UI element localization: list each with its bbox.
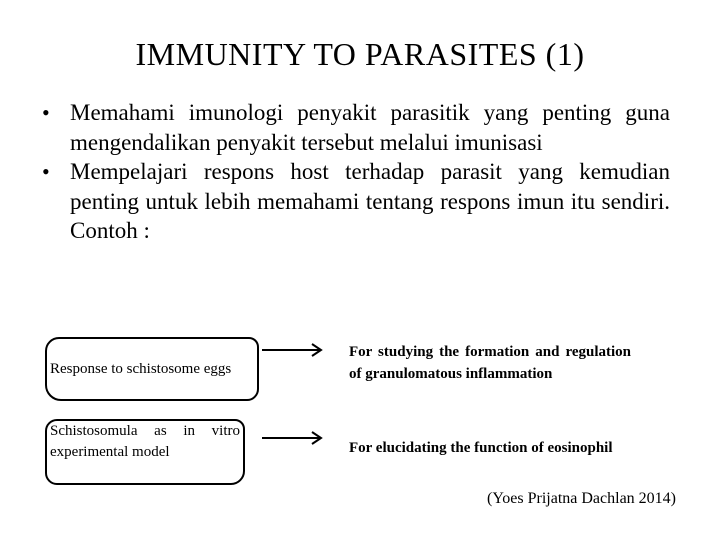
bullet-dot-icon: •	[42, 100, 50, 125]
arrow-right-icon	[262, 430, 324, 446]
bullet-item	[42, 157, 670, 246]
bullet-dot-icon: •	[42, 159, 50, 184]
citation: (Yoes Prijatna Dachlan 2014)	[487, 490, 677, 507]
arrow-right-icon	[262, 342, 324, 358]
bullet-item	[42, 98, 670, 157]
example-box-text: Schistosomula as in vitro experimental model	[50, 423, 240, 460]
example-box	[45, 419, 245, 485]
bullet-text: Mempelajari respons host terhadap parasit yang kemudian penting untuk lebih memahami tentang respons imun itu sendiri. Contoh :	[70, 159, 670, 243]
bullet-text: Memahami imunologi penyakit parasitik yang penting guna mengendalikan penyakit tersebut melalui imunisasi	[70, 100, 670, 155]
slide-title: IMMUNITY TO PARASITES (1)	[135, 36, 585, 72]
bullet-list	[42, 98, 670, 246]
example-description: For studying the formation and regulation of granulomatous inflammation	[349, 344, 631, 382]
example-description: For elucidating the function of eosinophil	[349, 440, 613, 456]
example-box	[45, 337, 259, 401]
example-box-text: Response to schistosome eggs	[50, 360, 232, 377]
